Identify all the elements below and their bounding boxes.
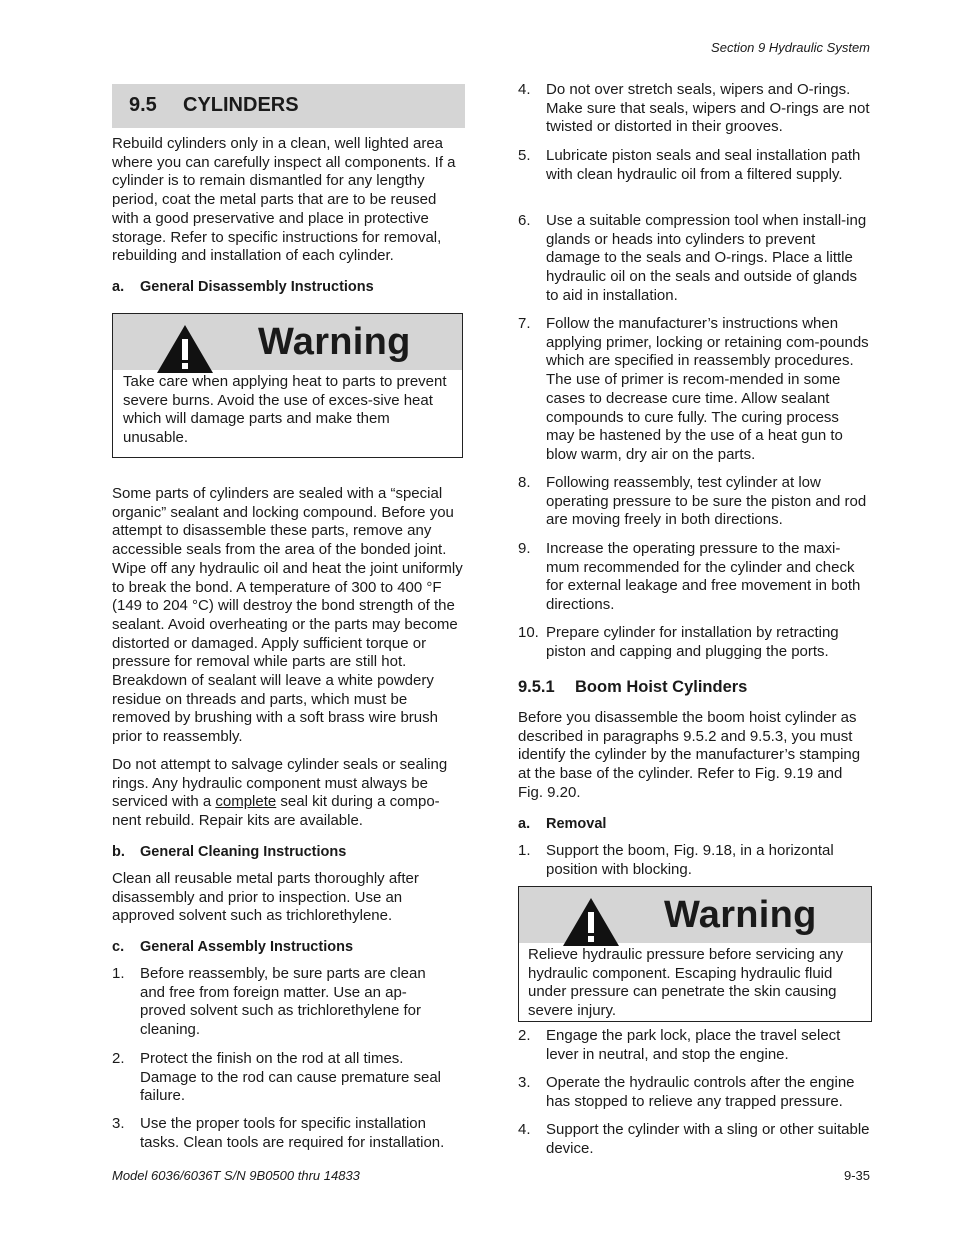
warning-banner [519,887,871,943]
running-header: Section 9 Hydraulic System [711,40,870,55]
warning-text: Relieve hydraulic pressure before servicing any hydraulic component. Escaping hydraulic fluid under pressure can penetrate the skin causing severe injury. [528,946,844,1020]
salvage-paragraph: Do not attempt to salvage cylinder seals or sealing rings. Any hydraulic component must always be serviced with a complete seal kit during a compo-nent rebuild. Repair kits are available. [112,756,448,830]
section-number: 9.5 [129,94,157,116]
warning-banner [113,314,462,370]
list-item: 8. Following reassembly, test cylinder at low operating pressure to be sure the piston and rod are moving freely in both directions. [518,474,867,529]
footer-model: Model 6036/6036T S/N 9B0500 thru 14833 [112,1168,360,1183]
subheading-disassembly: a. General Disassembly Instructions [112,279,374,295]
list-item: 2. Engage the park lock, place the travel select lever in neutral, and stop the engine. [518,1027,841,1063]
warning-box-heat [112,313,463,458]
list-item: 1. Before reassembly, be sure parts are clean and free from foreign matter. Use an ap-proved solvent such as trichlorethylene for cleaning. [112,965,426,1039]
cleaning-paragraph: Clean all reusable metal parts thoroughly after disassembly and prior to inspection. Use an approved solvent such as trichlorethylene. [112,870,419,925]
list-item: 4. Support the cylinder with a sling or other suitable device. [518,1121,870,1157]
subsection-heading: 9.5.1 Boom Hoist Cylinders [518,678,748,696]
list-item: 2. Protect the finish on the rod at all times. Damage to the rod can cause premature seal failure. [112,1050,442,1105]
subheading-assembly: c. General Assembly Instructions [112,939,354,955]
section-title: CYLINDERS [183,94,299,116]
list-item: 7. Follow the manufacturer’s instructions when applying primer, locking or retaining com-pounds which are specified in reassembly procedures. The use of primer is recom-mended in some cases to decrease cure time. Allow sealant compounds to cure fully. The curing process may be hastened by the use of a heat gun to blow warm, dry air on the parts. [518,315,869,463]
warning-triangle-icon [155,323,215,375]
list-item: 1. Support the boom, Fig. 9.18, in a horizontal position with blocking. [518,842,834,878]
list-item: 6. Use a suitable compression tool when install-ing glands or heads into cylinders to prevent damage to the seals and O-rings. Place a little hydraulic oil on the seals and outside of glands to aid in installation. [518,212,867,304]
warning-title: Warning [258,321,411,363]
intro-paragraph: Rebuild cylinders only in a clean, well lighted area where you can carefully inspect all components. If a cylinder is to remain dismantled for any lengthy period, coat the metal parts that are to be reused with a good preservative and place in protective storage. Refer to specific instructions for removal, rebuilding and installation of each cylinder. [112,135,456,265]
section-heading [112,84,465,128]
list-item: 10. Prepare cylinder for installation by retracting piston and capping and plugging the ports. [518,624,839,660]
list-item: 5. Lubricate piston seals and seal installation path with clean hydraulic oil from a filtered supply. [518,147,861,183]
boom-paragraph: Before you disassemble the boom hoist cylinder as described in paragraphs 9.5.2 and 9.5.3, you must identify the cylinder by the manufacturer’s stamping at the base of the cylinder. Refer to Fig. 9.19 and Fig. 9.20. [518,709,861,801]
emphasis-complete: complete [215,793,277,811]
warning-triangle-icon [561,896,621,948]
list-item: 9. Increase the operating pressure to the maxi-mum recommended for the cylinder and check for external leakage and free movement in both directions. [518,540,861,614]
warning-box-pressure [518,886,872,1022]
subheading-cleaning: b. General Cleaning Instructions [112,844,347,860]
warning-text: Take care when applying heat to parts to prevent severe burns. Avoid the use of exces-sive heat which will damage parts and make them unusable. [123,373,447,447]
list-item: 3. Use the proper tools for specific installation tasks. Clean tools are required for installation. [112,1115,445,1151]
subheading-removal: a. Removal [518,816,607,832]
sealant-paragraph: Some parts of cylinders are sealed with a “special organic” sealant and locking compound. Before you attempt to disassemble these parts, remove any accessible seals from the area of the bonded joint. Wipe off any hydraulic oil and heat the joint uniformly to break the bond. A temperature of 300 to 400 °F (149 to 204 °C) will destroy the bond strength of the sealant. Avoid overheating or the parts may become distorted or damaged. Apply sufficient torque or pressure for removal while parts are still hot. Breakdown of sealant will leave a white powdery residue on threads and parts, which must be removed by brushing with a soft brass wire brush prior to reassembly. [112,485,463,746]
page-number: 9-35 [843,1168,870,1183]
list-item: 3. Operate the hydraulic controls after the engine has stopped to relieve any trapped pressure. [518,1074,855,1110]
warning-title: Warning [664,894,817,936]
list-item: 4. Do not over stretch seals, wipers and O-rings. Make sure that seals, wipers and O-rings are not twisted or distorted in their grooves. [518,81,870,136]
